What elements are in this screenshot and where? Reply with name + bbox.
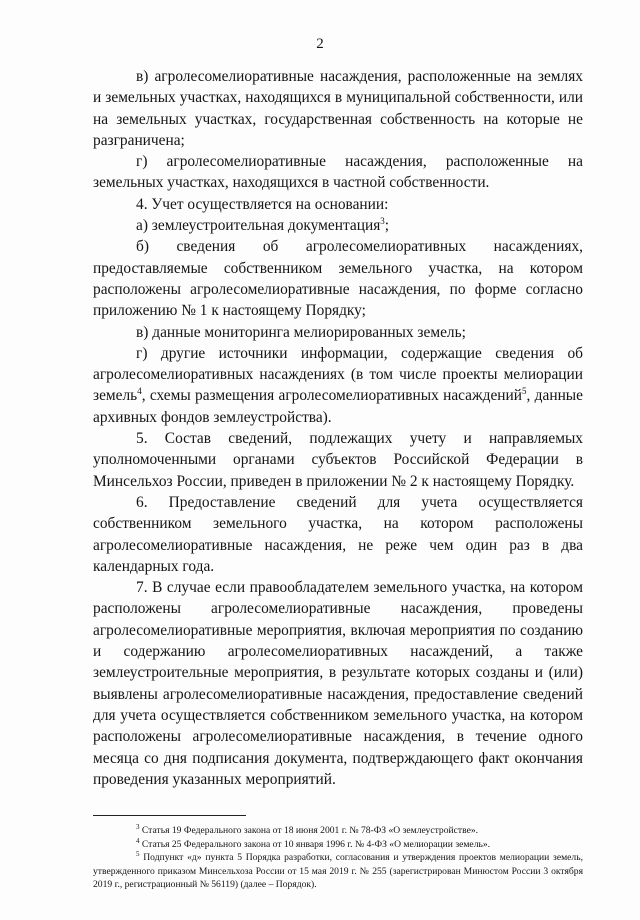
document-body bbox=[93, 66, 583, 790]
paragraph-3v: в) агролесомелиоративные насаждения, расположенные на землях и земельных участках, находящихся в муниципальной собственности, или на земельных участках, государственная собственность на которые не разграничена; bbox=[93, 68, 583, 149]
footnote-4: $^4$ Статья 25 Федерального закона от 10 января 1996 г. № 4-ФЗ «О мелиорации земель». bbox=[136, 836, 491, 850]
page-number: 2 bbox=[316, 36, 324, 52]
paragraph-6: 6. Предоставление сведений для учета осуществляется собственником земельного участка, на котором расположены агролесомелиоративные насаждения, не реже чем один раз в два календарных года. bbox=[93, 493, 583, 575]
footnote-ref-4[interactable]: 4 bbox=[137, 386, 142, 397]
paragraph-4: 4. Учет осуществляется на основании: bbox=[136, 195, 389, 213]
paragraph-4b: б) сведения об агролесомелиоративных насаждениях, предоставляемые собственником земельного участка, на котором расположены агролесомелиоративные насаждения, по форме согласно приложению № 1 к настоящему Порядку; bbox=[93, 238, 583, 320]
footnote-ref-5[interactable]: 5 bbox=[522, 386, 527, 397]
paragraph-4g: г) другие источники информации, содержащие сведения об агролесомелиоративных насаждениях (в том числе проекты мелиорации земель$^4$, схемы размещения агролесомелиоративных насаждений$^5$, данные архивных фондов землеустройства). bbox=[93, 344, 583, 426]
paragraph-5: 5. Состав сведений, подлежащих учету и направляемых уполномоченными органами субъектов Российской Федерации в Минсельхоз России, приведен в приложении № 2 к настоящему Порядку. bbox=[93, 430, 583, 490]
paragraph-7: 7. В случае если правообладателем земельного участка, на котором расположены агролесомелиоративные насаждения, проведены агролесомелиоративные мероприятия, включая мероприятия по созданию и содержанию агролесомелиоративных насаждений, а также землеустроительные мероприятия, в результате которых созданы и (или) выявлены агролесомелиоративные насаждения, предоставление сведений для учета осуществляется собственником земельного участка, на котором расположены агролесомелиоративные насаждения, в течение одного месяца со дня подписания документа, подтверждающего факт окончания проведения указанных мероприятий. bbox=[93, 579, 583, 788]
paragraph-3g: г) агролесомелиоративные насаждения, расположенные на земельных участках, находящихся в частной собственности. bbox=[93, 153, 583, 192]
footnote-separator bbox=[93, 815, 246, 816]
footnote-5: $^5$ Подпункт «д» пункта 5 Порядка разработки, согласования и утверждения проектов мелиорации земель, утвержденного приказом Минсельхоза России от 15 мая 2019 г. № 255 (зарегистрирован Минюстом России 3 октября 2019 г., регистрационный № 56119) (далее – Порядок). bbox=[93, 849, 583, 890]
footnote-3: $^3$ Статья 19 Федерального закона от 18 июня 2001 г. № 78-ФЗ «О землеустройстве». bbox=[136, 822, 479, 836]
footnotes bbox=[93, 824, 583, 892]
paragraph-4a: а) землеустроительная документация$^3$; bbox=[136, 215, 390, 235]
paragraph-4v: в) данные мониторинга мелиорированных земель; bbox=[136, 323, 466, 341]
footnote-ref-3[interactable]: 3 bbox=[380, 215, 385, 226]
